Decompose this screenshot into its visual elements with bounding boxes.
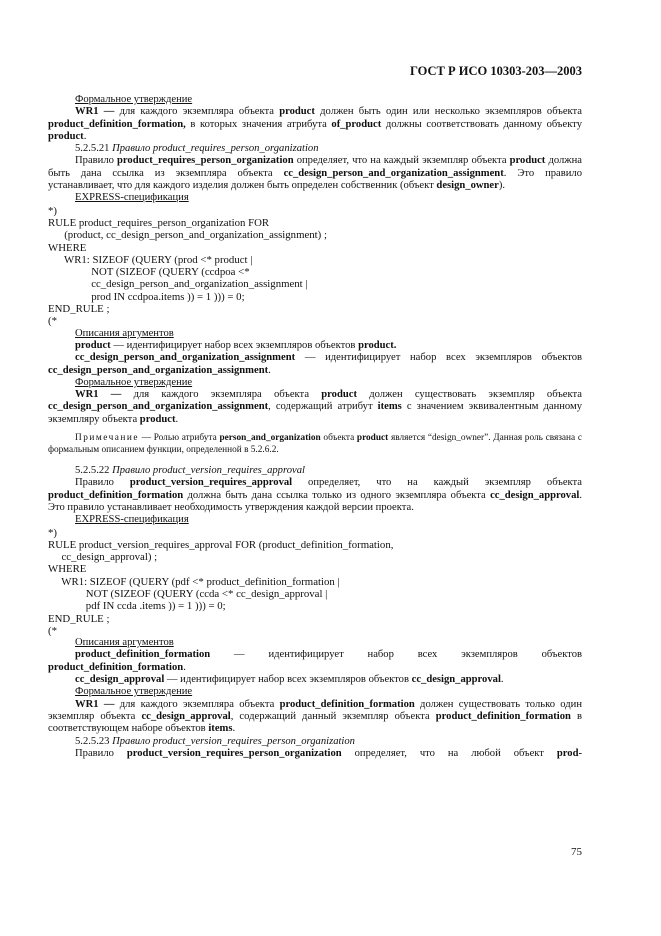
rule-description-paragraph: Правило product_version_requires_person_organization определяет, что на любой объект prod- (75, 747, 582, 759)
argument-descriptions-heading: Описания аргументов (75, 637, 174, 649)
argument-descriptions-heading: Описания аргументов (75, 327, 174, 339)
page-number: 75 (571, 846, 582, 858)
argument-description: product — идентифицирует набор всех экземпляров объектов product. (75, 339, 397, 351)
argument-description: cc_design_approval — идентифицирует набор всех экземпляров объектов cc_design_approval. (75, 674, 504, 686)
wr1-paragraph: WR1 — для каждого экземпляра объекта product должен быть один или несколько экземпляров объекта product_definition_formation, в которых значения атрибута of_product должны соответствовать данному объекту product. (48, 106, 583, 142)
section-heading-5-2-5-22: 5.2.5.22 Правило product_version_requires_approval (75, 465, 305, 477)
express-code-block: *) RULE product_version_requires_approval FOR (product_definition_formation, cc_design_approval) ; WHERE WR1: SIZEOF (QUERY (pdf <* product_definition_formation | NOT (SIZEOF (QUERY (ccda <* cc_design_approval | pdf IN ccda .items )) = 1 ))) = 0; END_RULE ; (* (48, 526, 394, 637)
express-spec-heading: EXPRESS-спецификация (75, 192, 189, 204)
formal-statement-heading: Формальное утверждение (75, 94, 193, 105)
section-heading-5-2-5-23: 5.2.5.23 Правило product_version_requires_person_organization (75, 735, 355, 747)
express-spec-heading: EXPRESS-спецификация (75, 514, 189, 526)
formal-statement-heading: Формальное утверждение (75, 686, 193, 698)
note-paragraph: Примечание — Ролью атрибута person_and_organization объекта product является “design_owner”. Данная роль связана с формальным описанием функции, определенной в 5.2.6.2. (48, 433, 582, 455)
argument-description: cc_design_person_and_organization_assignment — идентифицирует набор всех экземпляров объектов cc_design_person_and_organization_assignment. (48, 352, 582, 376)
formal-statement-heading: Формальное утверждение (75, 376, 193, 388)
rule-description-paragraph: Правило product_requires_person_organization определяет, что на каждый экземпляр объекта product должна быть дана ссылка из экземпляра объекта cc_design_person_and_organization_assignment. Это правило устанавливает, что для каждого изделия должен быть определен собственник (объект design_owner). (48, 155, 583, 192)
rule-description-paragraph: Правило product_version_requires_approval определяет, что на каждый экземпляр объекта product_definition_formation должна быть дана ссылка только из одного экземпляра объекта cc_design_approval. Это правило устанавливает необходимость утверждения каждой версии проекта. (48, 477, 582, 513)
wr1-paragraph: WR1 — для каждого экземпляра объекта product должен существовать экземпляр объекта cc_design_person_and_organization_assignment, содержащий атрибут items с значением эквивалентным данному экземпляру объекта product. (48, 389, 583, 425)
page-body (48, 94, 582, 760)
wr1-paragraph: WR1 — для каждого экземпляра объекта product_definition_formation должен существовать только один экземпляр объекта cc_design_approval, содержащий данный экземпляр объекта product_definition_formation в соответствующем наборе объектов items. (48, 698, 583, 735)
express-code-block: *) RULE product_requires_person_organization FOR (product, cc_design_person_and_organization_assignment) ; WHERE WR1: SIZEOF (QUERY (prod <* product | NOT (SIZEOF (QUERY (ccdpoa <* cc_design_person_and_organization_assignment | prod IN ccdpoa.items )) = 1 ))) = 0; END_RULE ; (* (48, 204, 327, 328)
section-heading-5-2-5-21: 5.2.5.21 Правило product_requires_person_organization (75, 143, 319, 155)
argument-description: product_definition_formation — идентифицирует набор всех экземпляров объектов product_definition_formation. (48, 649, 582, 673)
standard-header: ГОСТ Р ИСО 10303-203—2003 (409, 64, 582, 78)
